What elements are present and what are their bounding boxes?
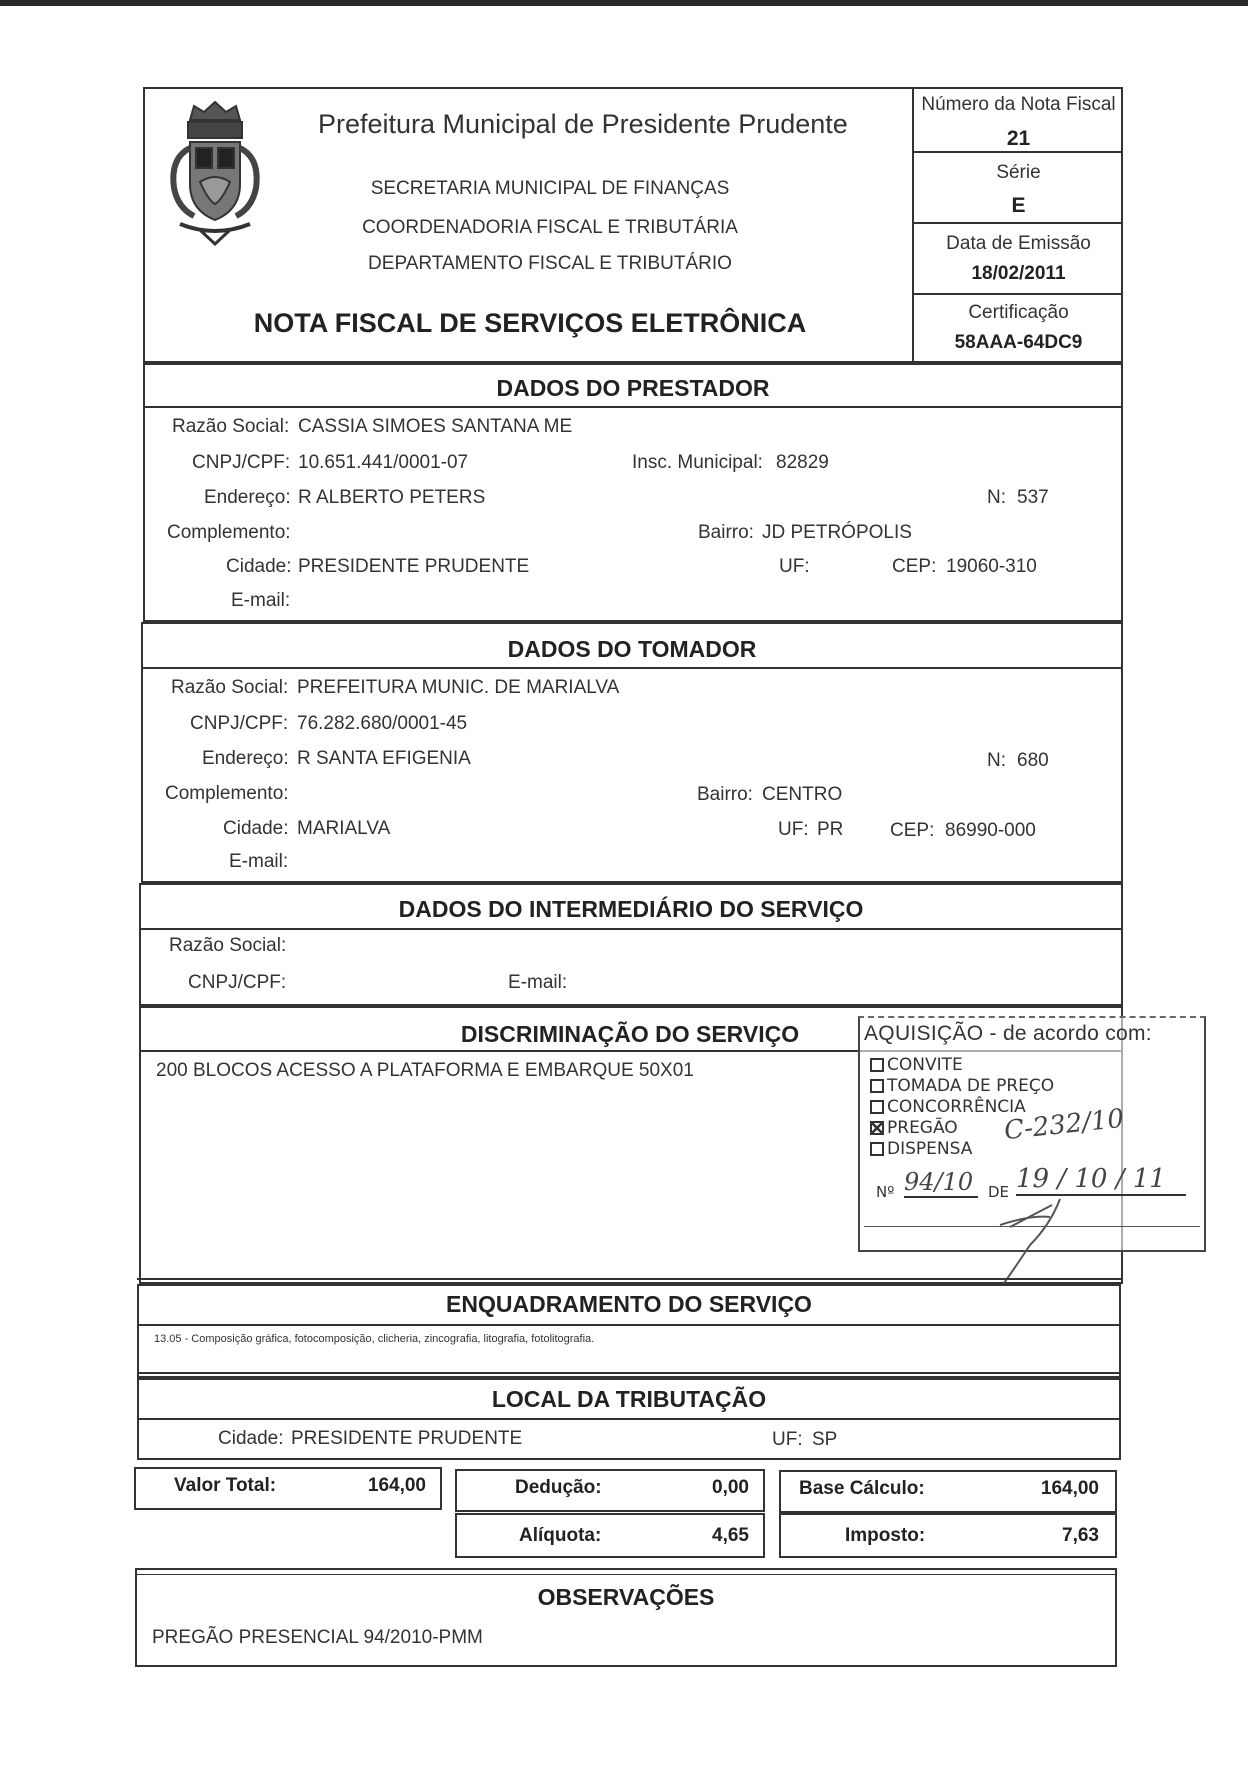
prestador-email-label: E-mail:: [231, 590, 291, 611]
observacoes-top-line: [135, 1574, 1117, 1575]
invoice-number: 21: [1006, 127, 1031, 150]
deducao-box: [455, 1469, 765, 1512]
prestador-insc-label: Insc. Municipal:: [632, 452, 763, 473]
signature-scribble-icon: [990, 1195, 1100, 1285]
prestador-cnpj-label: CNPJ/CPF:: [192, 452, 291, 473]
municipality-name: Prefeitura Municipal de Presidente Prudente: [318, 109, 848, 139]
local-title-underline: [137, 1418, 1121, 1420]
local-uf-value: SP: [812, 1429, 838, 1450]
document-title: NOTA FISCAL DE SERVIÇOS ELETRÔNICA: [253, 308, 807, 338]
issue-date: 18/02/2011: [971, 263, 1066, 284]
tomador-uf-label: UF:: [778, 819, 809, 840]
tomador-cnpj-value: 76.282.680/0001-45: [297, 713, 468, 734]
intermediario-title: DADOS DO INTERMEDIÁRIO DO SERVIÇO: [398, 896, 864, 922]
local-uf-label: UF:: [772, 1429, 803, 1450]
scan-edge: [0, 0, 1248, 6]
stamp-option-tomada: TOMADA DE PREÇO: [870, 1076, 1054, 1097]
tomador-cnpj-label: CNPJ/CPF:: [190, 713, 289, 734]
valor-total-value: 164,00: [367, 1475, 426, 1496]
stamp-option-dispensa: DISPENSA: [870, 1139, 1054, 1160]
local-title: LOCAL DA TRIBUTAÇÃO: [491, 1386, 767, 1412]
valor-total-label: Valor Total:: [174, 1475, 277, 1496]
issue-date-label: Data de Emissão: [946, 233, 1091, 254]
invoice-number-label: Número da Nota Fiscal: [921, 94, 1116, 115]
observacoes-section: [135, 1568, 1117, 1667]
stamp-side-handwriting: C-232/10: [1002, 1103, 1126, 1147]
prestador-cep-value: 19060-310: [946, 556, 1037, 577]
prestador-insc-value: 82829: [776, 452, 829, 473]
coat-of-arms-logo: [160, 98, 270, 246]
tomador-bairro-label: Bairro:: [697, 784, 753, 805]
local-cidade-label: Cidade:: [218, 1428, 284, 1449]
checkbox-concorrencia: [870, 1100, 884, 1114]
prestador-bairro-value: JD PETRÓPOLIS: [762, 522, 912, 543]
prestador-cnpj-value: 10.651.441/0001-07: [298, 452, 469, 473]
base-calculo-value: 164,00: [1040, 1478, 1099, 1499]
prestador-endereco-value: R ALBERTO PETERS: [298, 487, 486, 508]
observacoes-text: PREGÃO PRESENCIAL 94/2010-PMM: [152, 1627, 483, 1648]
tomador-complemento-label: Complemento:: [165, 783, 289, 804]
tomador-numero-label: N:: [987, 750, 1006, 771]
tomador-uf-value: PR: [817, 819, 844, 840]
meta-line-1: [912, 151, 1123, 153]
tomador-endereco-label: Endereço:: [202, 748, 289, 769]
enquadramento-title-underline: [137, 1324, 1121, 1326]
imposto-label: Imposto:: [845, 1525, 926, 1546]
intermediario-email-label: E-mail:: [508, 972, 568, 993]
prestador-razao-label: Razão Social:: [172, 416, 290, 437]
tomador-title-underline: [141, 667, 1123, 669]
tomador-bairro-value: CENTRO: [762, 784, 843, 805]
series-label: Série: [996, 162, 1041, 183]
stamp-date-handwriting: 19 / 10 / 11: [1016, 1164, 1186, 1196]
stamp-de-label: DE: [988, 1183, 1010, 1201]
observacoes-title: OBSERVAÇÕES: [537, 1584, 715, 1610]
tomador-numero-value: 680: [1017, 750, 1049, 771]
prestador-title-underline: [143, 406, 1123, 408]
stamp-bottom-line: [864, 1226, 1200, 1227]
imposto-value: 7,63: [1062, 1525, 1099, 1546]
tomador-cidade-label: Cidade:: [223, 818, 289, 839]
meta-line-3: [912, 293, 1123, 295]
department-line-1: SECRETARIA MUNICIPAL DE FINANÇAS: [370, 178, 730, 199]
prestador-cep-label: CEP:: [892, 556, 937, 577]
service-classification: 13.05 - Composição gráfica, fotocomposição, clicheria, zincografia, litografia, fotolitografia.: [154, 1333, 595, 1345]
checkbox-tomada: [870, 1079, 884, 1093]
prestador-bairro-label: Bairro:: [698, 522, 754, 543]
stamp-title: AQUISIÇÃO - de acordo com:: [864, 1022, 1152, 1045]
stamp-options: [870, 1055, 1054, 1160]
aliquota-label: Alíquota:: [519, 1525, 602, 1546]
tomador-razao-label: Razão Social:: [171, 677, 289, 698]
intermediario-razao-label: Razão Social:: [169, 935, 287, 956]
stamp-option-pregao: PREGÃO: [870, 1118, 1054, 1139]
tomador-cep-value: 86990-000: [945, 820, 1036, 841]
stamp-option-concorrencia: CONCORRÊNCIA: [870, 1097, 1054, 1118]
tomador-cep-label: CEP:: [890, 820, 935, 841]
local-top-line: [137, 1372, 1121, 1374]
meta-line-2: [912, 222, 1123, 224]
imposto-box: [779, 1513, 1117, 1558]
deducao-value: 0,00: [712, 1477, 749, 1498]
stamp-numero-prefix: Nº: [876, 1183, 895, 1201]
prestador-razao-value: CASSIA SIMOES SANTANA ME: [298, 416, 573, 437]
stamp-option-convite: CONVITE: [870, 1055, 1054, 1076]
prestador-cidade-value: PRESIDENTE PRUDENTE: [298, 556, 530, 577]
prestador-cidade-label: Cidade:: [226, 556, 292, 577]
valor-total-box: [134, 1467, 442, 1510]
certification-label: Certificação: [968, 302, 1069, 323]
department-line-3: DEPARTAMENTO FISCAL E TRIBUTÁRIO: [368, 253, 732, 274]
deducao-label: Dedução:: [515, 1477, 602, 1498]
intermediario-cnpj-label: CNPJ/CPF:: [188, 972, 287, 993]
prestador-title: DADOS DO PRESTADOR: [496, 375, 770, 401]
tomador-email-label: E-mail:: [229, 851, 289, 872]
tomador-title: DADOS DO TOMADOR: [507, 636, 757, 662]
intermediario-title-underline: [139, 928, 1123, 930]
tomador-endereco-value: R SANTA EFIGENIA: [297, 748, 471, 769]
checkbox-convite: [870, 1058, 884, 1072]
stamp-numero-handwriting: 94/10: [904, 1168, 978, 1198]
aliquota-value: 4,65: [712, 1525, 749, 1546]
prestador-numero-value: 537: [1017, 487, 1049, 508]
checkbox-pregao-checked-icon: [870, 1121, 884, 1135]
base-calculo-label: Base Cálculo:: [799, 1478, 925, 1499]
series-value: E: [1011, 194, 1026, 217]
discriminacao-title: DISCRIMINAÇÃO DO SERVIÇO: [460, 1021, 800, 1047]
department-line-2: COORDENADORIA FISCAL E TRIBUTÁRIA: [362, 217, 738, 238]
prestador-uf-label: UF:: [779, 556, 810, 577]
prestador-numero-label: N:: [987, 487, 1006, 508]
local-cidade-value: PRESIDENTE PRUDENTE: [291, 1428, 523, 1449]
enquadramento-top-line: [137, 1278, 1121, 1280]
tomador-cidade-value: MARIALVA: [297, 818, 391, 839]
base-calculo-box: [779, 1470, 1117, 1513]
service-description: 200 BLOCOS ACESSO A PLATAFORMA E EMBARQUE 50X01: [156, 1060, 694, 1081]
tomador-razao-value: PREFEITURA MUNIC. DE MARIALVA: [297, 677, 620, 698]
prestador-complemento-label: Complemento:: [167, 522, 291, 543]
enquadramento-title: ENQUADRAMENTO DO SERVIÇO: [446, 1291, 812, 1317]
certification-code: 58AAA-64DC9: [954, 332, 1083, 353]
checkbox-dispensa: [870, 1142, 884, 1156]
aliquota-box: [455, 1513, 765, 1558]
prestador-endereco-label: Endereço:: [204, 487, 291, 508]
